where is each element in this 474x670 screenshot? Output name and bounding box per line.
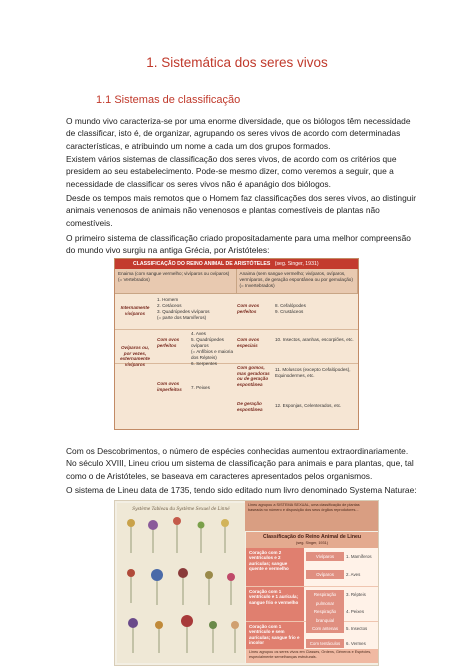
buds-spontaneous-label: Com gomos, mas geradoras ou de geração espontânea <box>237 365 270 387</box>
table-row <box>115 293 358 330</box>
spontaneous-generation-label: De geração espontânea <box>237 401 263 412</box>
sponges-cnidarians: 12. Esponjas, Celenterados, etc. <box>275 403 342 408</box>
perfect-eggs-label: Com ovos perfeitos <box>157 337 180 348</box>
row-label-oviparous: Ovíparos ou, por vezes, externamente vivíparos <box>120 345 150 367</box>
botanical-plate-image <box>117 503 245 663</box>
section-heading: 1.1 Sistemas de classificação <box>96 94 241 106</box>
lineu-figure <box>114 500 379 666</box>
lineu-table-source: (seg. Singer, 1931) <box>295 541 329 545</box>
insects-label: 5. Insectos <box>346 626 368 631</box>
aristotle-table-title-text: CLASSIFICAÇÃO DO REINO ANIMAL DE ARISTÓTELES <box>133 261 271 267</box>
insects-spiders: 10. Insectos, aranhas, escorpiões, etc. <box>275 337 354 342</box>
oviparous-label: Ovíparos <box>306 570 344 579</box>
warm-blood-heart-label: Coração com 2 ventrículos e 2 aurículas; sangue quente e vermelho <box>246 548 304 586</box>
table-row <box>115 363 358 429</box>
oviparous-groups: 4. Aves 5. Quadrúpedes ovíparos (= Anfíbios e maioria dos Répteis) 6. Serpentes <box>191 331 234 366</box>
perfect-eggs-label: Com ovos perfeitos <box>237 303 260 314</box>
paragraph-3: Desde os tempos mais remotos que o Homem faz classificações dos seres vivos, ao distinguir animais venenosos de animais não venenosos e plantas comestíveis de plantas não comestíveis. <box>66 193 417 228</box>
paragraph-1: O mundo vivo caracteriza-se por uma enorme diversidade, que os biólogos têm necessidade de classificar, isto é, de organizar, agrupando os seres vivos de acordo com determinadas características, e atribuindo um nome a cada um dos grupos formados. <box>66 116 411 151</box>
worms-label: 6. Vermes <box>346 641 366 646</box>
lineu-table-header <box>246 532 378 548</box>
table-row <box>246 548 378 587</box>
paragraph-6: O sistema de Lineu data de 1735, tendo sido editado num livro denominado Systema Naturae: <box>66 485 417 495</box>
special-eggs-label: Com ovos especiais <box>237 337 260 348</box>
colorless-blood-heart-label: Coração com 1 ventrículo e sem aurículas; sangue frio e incolor <box>246 622 304 652</box>
pulmonary-respiration-label: Respiração pulmonar <box>306 590 344 608</box>
cold-red-blood-heart-label: Coração com 1 ventrículo e 1 aurícula; sangue frio e vermelho <box>246 587 304 621</box>
fishes: 7. Peixes <box>191 385 210 390</box>
table-row <box>246 587 378 622</box>
aristotle-classification-table <box>114 258 359 430</box>
cephalopods-crustaceans: 8. Cefalópodes 9. Crustáceos <box>275 303 306 314</box>
aristotle-table-source: (seg. Singer, 1931) <box>274 261 319 267</box>
lineu-intro-text: Lineu agrupou a SISTEMA SEXUAL, uma classificação de plantas baseada no número e disposição dos seus órgãos reprodutores... <box>245 501 378 531</box>
plate-title: Système Tableau du Système Sexuel de Linné <box>132 506 230 511</box>
fishes-label: 4. Peixes <box>346 609 365 614</box>
column-anaima: Anaima (sem sangue vermelho; vivíparos, ovíparos, vermíparos, de geração espontânea ou por gemulação) (= Invertebrados) <box>237 269 359 293</box>
aristotle-table-body <box>115 293 358 429</box>
paragraph-2: Existem vários sistemas de classificação dos seres vivos, de acordo com os critérios que presidem ao seu estabelecimento. Pode-se mesmo dizer, como veremos a seguir, que a necessidade de classificar os seres vivos não é apanágio dos biólogos. <box>66 154 397 189</box>
molluscs-echinoderms: 11. Moluscos (excepto Cefalópodes), Equinodermes, etc. <box>275 367 351 378</box>
flower-illustrations <box>117 513 245 663</box>
reptiles-label: 3. Répteis <box>346 592 366 597</box>
lineu-classification-table <box>246 532 378 663</box>
paragraph-5: Com os Descobrimentos, o número de espécies conhecidas aumentou extraordinariamente. No século XVIII, Lineu criou um sistema de classificação para animais e para plantas, que, tal como o de Aristóteles, se baseava em caracteres apresentados pelos organismos. <box>66 446 414 481</box>
viviparous-groups: 1. Homem 2. Cetáceos 3. Quadrúpedes vivíparos (= parte dos Mamíferos) <box>157 297 210 320</box>
column-enaima: Enaima (com sangue vermelho; vivíparos ou ovíparos) (= Vertebrados) <box>115 269 237 293</box>
branchial-respiration-label: Respiração branquial <box>306 607 344 625</box>
aristotle-table-title <box>115 259 358 269</box>
imperfect-eggs-label: Com ovos imperfeitos <box>157 381 182 392</box>
lineu-footer-text: Lineu agrupou os seres vivos em Classes, Ordens, Géneros e Espécies, especialmente semelhanças estruturais. <box>246 649 378 663</box>
lineu-table-title: Classificação do Reino Animal de Lineu <box>262 534 362 540</box>
antennae-label: Com antenas <box>306 624 344 633</box>
birds-label: 2. Aves <box>346 572 361 577</box>
page-title: 1. Sistemática dos seres vivos <box>146 55 328 70</box>
viviparous-label: Vivíparos <box>306 552 344 561</box>
paragraph-4: O primeiro sistema de classificação criado propositadamente para uma melhor compreensão do mundo vivo surgiu na antiga Grécia, por Aristóteles: <box>66 233 411 256</box>
tentacles-label: Com tentáculos <box>306 639 344 648</box>
aristotle-column-headers <box>115 269 358 294</box>
mammals-label: 1. Mamíferos <box>346 554 372 559</box>
row-label-internally-viviparous: Internamente vivíparos <box>120 305 150 316</box>
